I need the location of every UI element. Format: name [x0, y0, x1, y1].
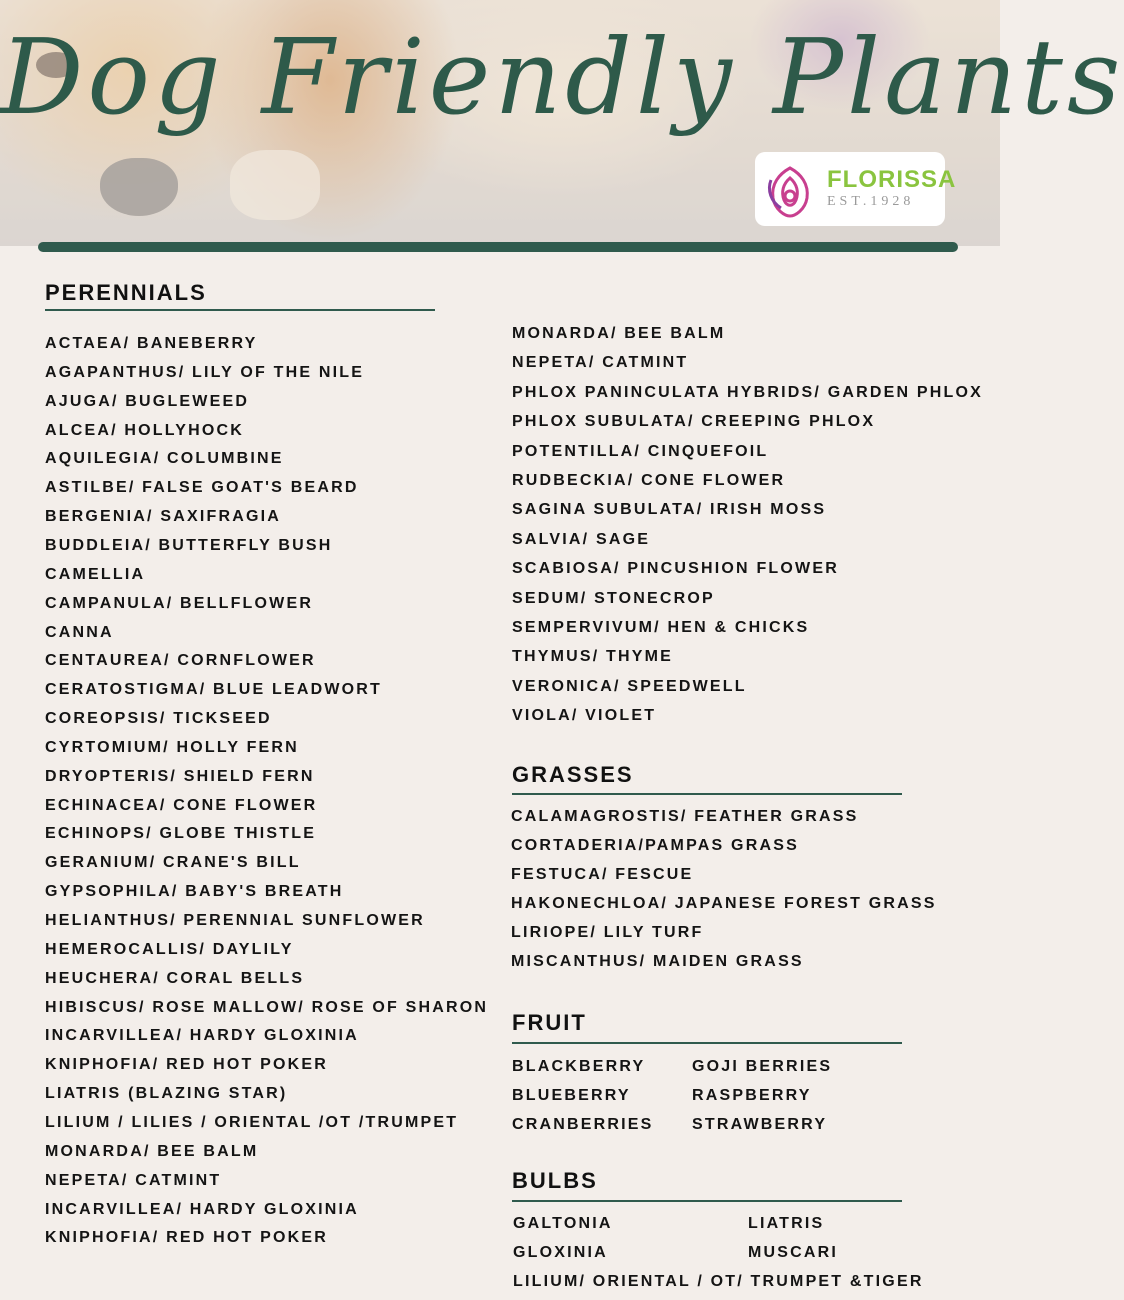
- list-item: MONARDA/ BEE BALM: [45, 1142, 259, 1160]
- list-item: ASTILBE/ FALSE GOAT'S BEARD: [45, 479, 359, 497]
- list-item: BLACKBERRY: [512, 1058, 646, 1075]
- list-item: SCABIOSA/ PINCUSHION FLOWER: [512, 560, 839, 578]
- list-item: MONARDA/ BEE BALM: [512, 325, 726, 342]
- list-item: LILIUM / LILIES / ORIENTAL /OT /TRUMPET: [45, 1113, 459, 1131]
- list-item: HEMEROCALLIS/ DAYLILY: [45, 940, 294, 958]
- list-item: RASPBERRY: [692, 1087, 812, 1104]
- list-item: INCARVILLEA/ HARDY GLOXINIA: [45, 1200, 359, 1218]
- list-item: NEPETA/ CATMINT: [45, 1171, 222, 1189]
- page-title: Dog Friendly Plants: [0, 16, 1124, 138]
- header-divider: [38, 242, 958, 252]
- list-item: DRYOPTERIS/ SHIELD FERN: [45, 767, 315, 785]
- bulbs-item-wide: LILIUM/ ORIENTAL / OT/ TRUMPET &TIGER: [513, 1273, 924, 1290]
- perennials-underline: [45, 309, 435, 311]
- list-item: POTENTILLA/ CINQUEFOIL: [512, 442, 769, 460]
- list-item: RUDBECKIA/ CONE FLOWER: [512, 472, 786, 489]
- list-item: BERGENIA/ SAXIFRAGIA: [45, 508, 282, 526]
- list-item: FESTUCA/ FESCUE: [511, 866, 694, 883]
- list-item: CAMELLIA: [45, 565, 146, 583]
- list-item: NEPETA/ CATMINT: [512, 354, 689, 372]
- header-photo: [0, 0, 1124, 246]
- list-item: CALAMAGROSTIS/ FEATHER GRASS: [511, 808, 859, 825]
- list-item: KNIPHOFIA/ RED HOT POKER: [45, 1229, 329, 1247]
- list-item: CRANBERRIES: [512, 1116, 654, 1133]
- fruit-underline: [512, 1042, 902, 1044]
- list-item: AJUGA/ BUGLEWEED: [45, 392, 250, 410]
- list-item: SEDUM/ STONECROP: [512, 589, 715, 607]
- list-item: CANNA: [45, 623, 114, 641]
- list-item: LIATRIS (BLAZING STAR): [45, 1085, 288, 1103]
- list-item: GLOXINIA: [513, 1244, 608, 1261]
- list-item: CENTAUREA/ CORNFLOWER: [45, 652, 316, 670]
- list-item: SEMPERVIVUM/ HEN & CHICKS: [512, 619, 810, 636]
- perennials-heading: PERENNIALS: [45, 280, 207, 305]
- grasses-underline: [512, 793, 902, 795]
- list-item: AGAPANTHUS/ LILY OF THE NILE: [45, 363, 365, 381]
- list-item: BUDDLEIA/ BUTTERFLY BUSH: [45, 536, 333, 554]
- list-item: VIOLA/ VIOLET: [512, 707, 657, 725]
- list-item: HELIANTHUS/ PERENNIAL SUNFLOWER: [45, 912, 425, 929]
- list-item: GYPSOPHILA/ BABY'S BREATH: [45, 883, 344, 901]
- list-item: GOJI BERRIES: [692, 1058, 833, 1075]
- list-item: THYMUS/ THYME: [512, 648, 674, 666]
- list-item: KNIPHOFIA/ RED HOT POKER: [45, 1056, 329, 1074]
- list-item: CERATOSTIGMA/ BLUE LEADWORT: [45, 681, 383, 699]
- list-item: HAKONECHLOA/ JAPANESE FOREST GRASS: [511, 895, 937, 912]
- bulbs-heading: BULBS: [512, 1168, 598, 1193]
- list-item: BLUEBERRY: [512, 1087, 631, 1104]
- list-item: SAGINA SUBULATA/ IRISH MOSS: [512, 501, 827, 519]
- list-item: VERONICA/ SPEEDWELL: [512, 677, 747, 695]
- list-item: ALCEA/ HOLLYHOCK: [45, 421, 245, 439]
- list-item: ECHINACEA/ CONE FLOWER: [45, 796, 318, 814]
- list-item: INCARVILLEA/ HARDY GLOXINIA: [45, 1027, 359, 1045]
- list-item: PHLOX SUBULATA/ CREEPING PHLOX: [512, 413, 876, 431]
- list-item: GALTONIA: [513, 1215, 613, 1232]
- tulip-logo-icon: [757, 156, 823, 222]
- list-item: CAMPANULA/ BELLFLOWER: [45, 594, 314, 612]
- florissa-logo: [755, 152, 957, 226]
- list-item: MUSCARI: [748, 1244, 839, 1261]
- list-item: MISCANTHUS/ MAIDEN GRASS: [511, 953, 804, 970]
- list-item: CORTADERIA/PAMPAS GRASS: [511, 837, 799, 854]
- list-item: LIRIOPE/ LILY TURF: [511, 924, 704, 941]
- list-item: CYRTOMIUM/ HOLLY FERN: [45, 738, 299, 756]
- list-item: ECHINOPS/ GLOBE THISTLE: [45, 825, 317, 843]
- list-item: AQUILEGIA/ COLUMBINE: [45, 450, 284, 468]
- list-item: HEUCHERA/ CORAL BELLS: [45, 969, 305, 987]
- grasses-heading: GRASSES: [512, 762, 634, 787]
- list-item: PHLOX PANINCULATA HYBRIDS/ GARDEN PHLOX: [512, 383, 983, 401]
- fruit-heading: FRUIT: [512, 1010, 587, 1035]
- list-item: STRAWBERRY: [692, 1116, 828, 1133]
- list-item: HIBISCUS/ ROSE MALLOW/ ROSE OF SHARON: [45, 998, 489, 1016]
- logo-name: FLORISSA: [827, 166, 957, 193]
- list-item: GERANIUM/ CRANE'S BILL: [45, 854, 301, 872]
- logo-est: EST.1928: [827, 194, 915, 209]
- list-item: ACTAEA/ BANEBERRY: [45, 335, 258, 352]
- bulbs-underline: [512, 1200, 902, 1202]
- list-item: COREOPSIS/ TICKSEED: [45, 710, 272, 728]
- list-item: LIATRIS: [748, 1215, 825, 1232]
- list-item: SALVIA/ SAGE: [512, 530, 651, 548]
